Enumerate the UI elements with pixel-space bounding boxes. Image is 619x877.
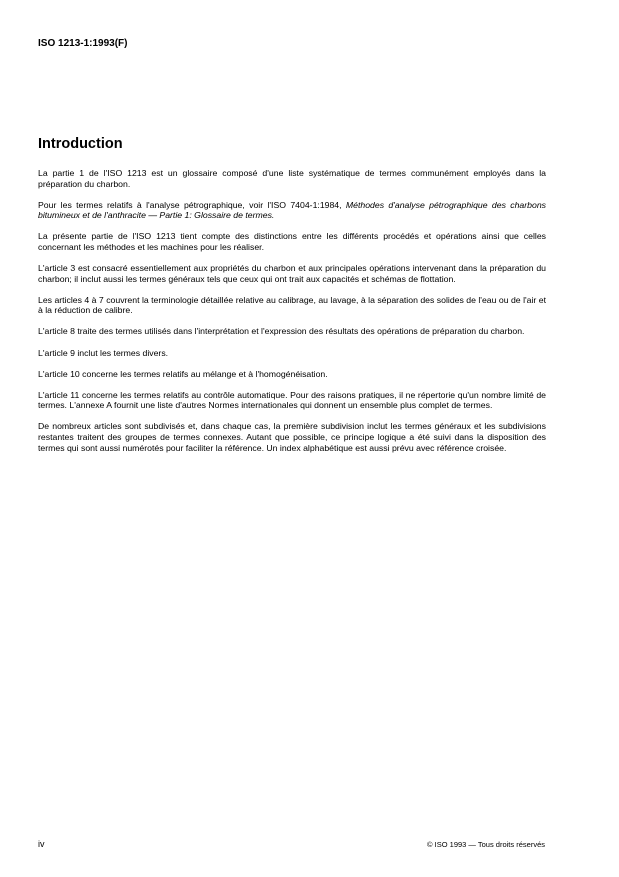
paragraph-2-text: Pour les termes relatifs à l'analyse pétrographique, voir l'ISO 7404-1:1984,	[38, 199, 346, 210]
introduction-body	[38, 168, 546, 464]
paragraph-7: L'article 9 inclut les termes divers.	[38, 347, 169, 358]
paragraph-9: L'article 11 concerne les termes relatifs au contrôle automatique. Pour des raisons pratiques, il ne répertorie qu'un nombre limité de termes. L'annexe A fournit une liste d'autres Normes internationales qui donnent un ensemble plus complet de termes.	[38, 389, 546, 411]
paragraph-6: L'article 8 traite des termes utilisés dans l'interprétation et l'expression des résultats des opérations de préparation du charbon.	[38, 326, 525, 337]
paragraph-1: La partie 1 de l'ISO 1213 est un glossaire composé d'une liste systématique de termes communément employés dans la préparation du charbon.	[38, 168, 546, 189]
paragraph-2-reference-title: Méthodes d'analyse pétrographique des charbons bitumineux et de l'anthracite — Partie 1: Glossaire de termes.	[38, 199, 546, 221]
paragraph-5: Les articles 4 à 7 couvrent la terminologie détaillée relative au calibrage, au lavage, à la séparation des solides de l'eau ou de l'air et à la réduction de calibre.	[38, 294, 546, 316]
paragraph-8: L'article 10 concerne les termes relatifs au mélange et à l'homogénéisation.	[38, 368, 328, 379]
paragraph-4: L'article 3 est consacré essentiellement aux propriétés du charbon et aux principales opérations intervenant dans la préparation du charbon; il inclut aussi les termes généraux tels que ceux qui ont trait aux capacités et schémas de flottation.	[38, 263, 546, 284]
paragraph-10: De nombreux articles sont subdivisés et, dans chaque cas, la première subdivision inclut les termes généraux et les subdivisions restantes traitent des groupes de termes connexes. Autant que possible, ce principe logique a été suivi dans la disposition des termes qui sont aussi numérotés pour faciliter la référence. Un index alphabétique est aussi prévu avec référence croisée.	[38, 421, 546, 453]
paragraph-3: La présente partie de l'ISO 1213 tient compte des distinctions entre les différents procédés et opérations ainsi que celles concernant les méthodes et les machines pour les réaliser.	[38, 231, 546, 252]
paragraph-2	[38, 200, 546, 221]
page-number: iv	[38, 839, 45, 849]
document-id-header: ISO 1213-1:1993(F)	[38, 38, 128, 49]
page-title: Introduction	[38, 136, 123, 152]
copyright-notice: © ISO 1993 — Tous droits réservés	[427, 840, 545, 849]
